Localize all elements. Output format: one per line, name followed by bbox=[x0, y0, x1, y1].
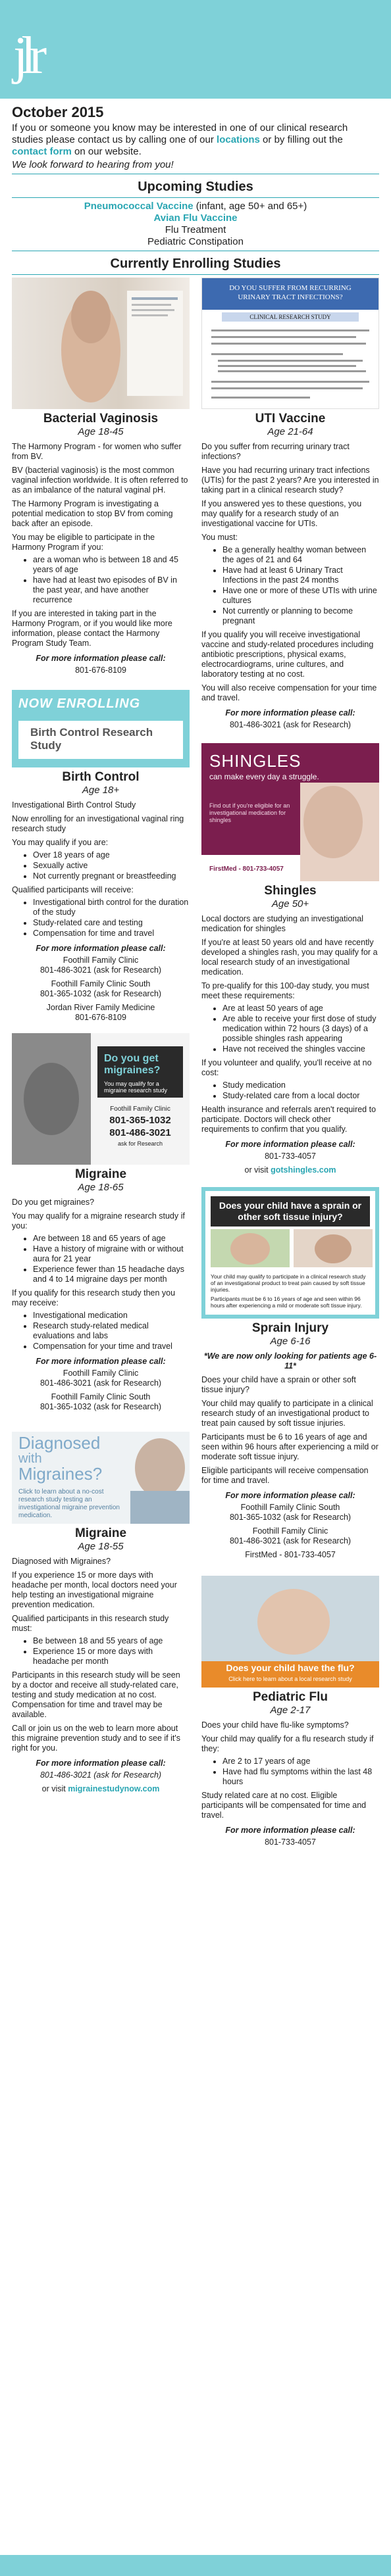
list-item: • Are between 18 and 65 years of age bbox=[33, 1234, 190, 1244]
list-item: • Study-related care from a local doctor bbox=[222, 1091, 379, 1101]
flu-body bbox=[201, 1720, 379, 1820]
uti-text: You will also receive compensation for your time and travel. bbox=[201, 683, 377, 702]
shingles-ad-sub: Find out if you're eligible for an investigational medication for shingles bbox=[209, 802, 290, 823]
list-item: • Not currently or planning to become pregnant bbox=[222, 606, 379, 626]
left-column bbox=[12, 278, 190, 1794]
migraine2-web: or visit migrainestudynow.com bbox=[41, 1784, 160, 1793]
clinic-name: Foothill Family Clinic South bbox=[51, 979, 151, 988]
clinic-phone: 801-676-8109 bbox=[75, 1013, 126, 1022]
list-item: • are a woman who is between 18 and 45 years of age bbox=[33, 555, 190, 575]
uti-title: UTI Vaccine bbox=[255, 412, 326, 425]
shingles-body bbox=[201, 914, 379, 1134]
birth-control-banner[interactable] bbox=[12, 690, 190, 767]
flu-text: Does your child have flu-like symptoms? bbox=[201, 1720, 349, 1730]
birth-control-banner-title: Birth Control Research Study bbox=[18, 721, 183, 759]
divider bbox=[12, 274, 379, 275]
bc-text: You may qualify if you are: bbox=[12, 838, 109, 847]
sprain-text: Eligible participants will receive compensation for time and travel. bbox=[201, 1466, 369, 1485]
uti-text: If you answered yes to these questions, you may qualify for a research study of an investigational vaccine for UTIs. bbox=[201, 499, 362, 528]
upcoming-item: Pneumococcal Vaccine (infant, age 50+ and 65+) bbox=[84, 201, 307, 212]
flu-text: Study related care at no cost. Eligible participants will be compensated for time and travel. bbox=[201, 1791, 367, 1820]
diagnosed-ad-sub: Click to learn about a no-cost research study testing an investigational migraine prevention medication. bbox=[18, 1488, 120, 1519]
sprain-body bbox=[201, 1351, 379, 1486]
gotshingles-link[interactable]: gotshingles.com bbox=[271, 1165, 336, 1175]
list-item: • Not currently pregnant or breastfeeding bbox=[33, 871, 190, 881]
migraine2-text: Qualified participants in this research study must: bbox=[12, 1614, 169, 1633]
shingles-ad-image[interactable] bbox=[201, 743, 379, 881]
upcoming-title: Upcoming Studies bbox=[138, 180, 253, 194]
migrainestudynow-link[interactable]: migrainestudynow.com bbox=[68, 1784, 160, 1793]
upcoming-list bbox=[0, 201, 391, 248]
list-item: • Be between 18 and 55 years of age bbox=[33, 1636, 190, 1646]
flu-title: Pediatric Flu bbox=[252, 1690, 328, 1704]
bc-text: Qualified participants will receive: bbox=[12, 885, 134, 894]
list-item: • have had at least two episodes of BV in the past year, and have another recurrence bbox=[33, 575, 190, 605]
divider bbox=[12, 197, 379, 198]
bc-text: Now enrolling for an investigational vaginal ring research study bbox=[12, 814, 184, 833]
flu-info: For more information please call: bbox=[225, 1826, 355, 1835]
clinic-phone: 801-486-3021 (ask for Research) bbox=[229, 1536, 352, 1545]
migraine2-age: Age 18-55 bbox=[78, 1541, 124, 1552]
pediatric-flu-ad-image[interactable] bbox=[201, 1576, 379, 1688]
shingles-text: If you're at least 50 years old and have recently developed a shingles rash, you may qualify for a local research study of an investigational medication. bbox=[201, 938, 378, 977]
list-item: • Sexually active bbox=[33, 861, 190, 871]
shingles-text: Local doctors are studying an investigational medication for shingles bbox=[201, 914, 363, 933]
migraine2-body bbox=[12, 1557, 190, 1753]
jlr-logo: jlr bbox=[13, 27, 41, 85]
uti-text: Do you suffer from recurring urinary tract infections? bbox=[201, 442, 350, 461]
uti-ad-h1: DO YOU SUFFER FROM RECURRING bbox=[229, 284, 352, 292]
bv-text: The Harmony Program is investigating a potential medication to stop BV from coming back after an episode. bbox=[12, 499, 173, 528]
enrolling-title: Currently Enrolling Studies bbox=[110, 256, 281, 271]
bv-info: For more information please call: bbox=[36, 654, 166, 663]
contact-form-link[interactable]: contact form bbox=[12, 146, 72, 157]
migraine1-body bbox=[12, 1198, 190, 1351]
migraine-ad-ask: ask for Research bbox=[117, 1140, 163, 1147]
footer-bar bbox=[0, 2555, 391, 2576]
bc-body bbox=[12, 800, 190, 938]
sprain-age: Age 6-16 bbox=[270, 1336, 311, 1347]
uti-ad-h3: CLINICAL RESEARCH STUDY bbox=[222, 312, 359, 322]
migraine-ad-question: Do you get migraines? bbox=[104, 1053, 161, 1076]
bc-text: Investigational Birth Control Study bbox=[12, 800, 136, 810]
clinic-name: Foothill Family Clinic South bbox=[240, 1503, 340, 1512]
clinic-phone: 801-486-3021 (ask for Research) bbox=[39, 1770, 162, 1780]
flu-text: Your child may qualify for a flu research study if they: bbox=[201, 1734, 374, 1753]
migraine1-info: For more information please call: bbox=[36, 1357, 166, 1366]
clinic-name: Foothill Family Clinic South bbox=[51, 1392, 151, 1401]
shingles-info: For more information please call: bbox=[225, 1140, 355, 1149]
bc-title: Birth Control bbox=[62, 770, 140, 784]
sprain-contact bbox=[201, 1503, 379, 1560]
list-item: • Compensation for your time and travel bbox=[33, 1342, 190, 1351]
shingles-text: If you volunteer and qualify, you'll receive at no cost: bbox=[201, 1058, 372, 1077]
migraine1-text: Do you get migraines? bbox=[12, 1198, 95, 1207]
sprain-ad-sub2: Participants must be 6 to 16 years of age and seen within 96 hours after experiencing a mild or moderate soft tissue injury. bbox=[211, 1296, 362, 1309]
newsletter-month: October 2015 bbox=[12, 104, 104, 120]
list-item: • Are able to receive your first dose of study medication within 72 hours (3 days) of a possible shingles rash appearing bbox=[222, 1014, 379, 1044]
intro bbox=[0, 99, 391, 171]
clinic-phone: 801-365-1032 (ask for Research) bbox=[229, 1513, 352, 1522]
clinic-phone: FirstMed - 801-733-4057 bbox=[245, 1550, 336, 1559]
shingles-ad-t1: SHINGLES bbox=[209, 751, 301, 771]
bc-age: Age 18+ bbox=[82, 785, 120, 796]
list-item: • Experience 15 or more days with headache per month bbox=[33, 1647, 190, 1666]
migraine-ad-phone: 801-486-3021 bbox=[109, 1127, 171, 1138]
migraine2-title: Migraine bbox=[74, 1526, 127, 1540]
migraine2-info: For more information please call: bbox=[36, 1759, 166, 1768]
clinic-phone: 801-486-3021 (ask for Research) bbox=[39, 965, 162, 975]
list-item: • Have had flu symptoms within the last 48 hours bbox=[222, 1767, 379, 1787]
bv-text: You may be eligible to participate in the Harmony Program if you: bbox=[12, 533, 155, 552]
uti-text: You must: bbox=[201, 533, 238, 542]
flu-ad-question: Does your child have the flu? bbox=[226, 1663, 355, 1673]
clinic-phone: 801-365-1032 (ask for Research) bbox=[39, 1402, 162, 1411]
list-item: • Are at least 50 years of age bbox=[222, 1004, 379, 1013]
shingles-text: To pre-qualify for this 100-day study, you must meet these requirements: bbox=[201, 981, 369, 1000]
flu-age: Age 2-17 bbox=[270, 1705, 311, 1716]
clinic-name: Foothill Family Clinic bbox=[63, 956, 139, 965]
bc-contact bbox=[12, 956, 190, 1023]
sprain-text: Your child may qualify to participate in a clinical research study of an investigational product to treat pain caused by soft tissue injuries. bbox=[201, 1399, 373, 1428]
list-item: • Have one or more of these UTIs with urine cultures bbox=[222, 586, 379, 606]
bacterial-vaginosis-image[interactable] bbox=[12, 278, 190, 409]
uti-body bbox=[201, 442, 379, 703]
shingles-web: or visit gotshingles.com bbox=[244, 1165, 336, 1175]
list-item: • Compensation for time and travel bbox=[33, 929, 190, 938]
shingles-ad-t2: can make every day a struggle. bbox=[209, 772, 319, 781]
list-item: • Investigational medication bbox=[33, 1311, 190, 1321]
sprain-text: Does your child have a sprain or other soft tissue injury? bbox=[201, 1375, 356, 1394]
uti-text: If you qualify you will receive investigational vaccine and study-related procedures including antibiotic prescriptions, physical exams, electrocardiograms, urine cultures, and laboratory testing at no cost. bbox=[201, 630, 374, 679]
bv-age: Age 18-45 bbox=[78, 426, 124, 437]
upcoming-item: Pediatric Constipation bbox=[147, 236, 244, 247]
locations-link[interactable]: locations bbox=[217, 134, 260, 145]
uti-contact: 801-486-3021 (ask for Research) bbox=[229, 720, 352, 729]
migraine2-text: Participants in this research study will be seen by a doctor and receive all study-related care, testing and study medication at no cost. Compensation for time and travel may be available. bbox=[12, 1670, 180, 1719]
now-enrolling-label: NOW ENROLLING bbox=[18, 696, 141, 711]
upcoming-item: Flu Treatment bbox=[165, 224, 226, 235]
migraine2-text: Diagnosed with Migraines? bbox=[12, 1557, 111, 1566]
bv-text: If you are interested in taking part in the Harmony Program, or if you would like more information, please contact the Harmony Program Study Team. bbox=[12, 609, 172, 648]
migraine2-text: Call or join us on the web to learn more about this migraine prevention study and to see if it's right for you. bbox=[12, 1724, 180, 1753]
clinic-phone: 801-365-1032 (ask for Research) bbox=[39, 989, 162, 998]
shingles-text: Health insurance and referrals aren't required to participate. Doctors will check other requirements to confirm that you qualify. bbox=[201, 1105, 377, 1134]
shingles-ad-phone: FirstMed - 801-733-4057 bbox=[209, 865, 284, 873]
list-item: • Have not received the shingles vaccine bbox=[222, 1044, 379, 1054]
diagnosed-ad-l2: with bbox=[18, 1451, 42, 1466]
bv-text: The Harmony Program - for women who suffer from BV. bbox=[12, 442, 182, 461]
migraine1-title: Migraine bbox=[74, 1167, 127, 1181]
intro-text: If you or someone you know may be interested in one of our clinical research studies please contact us by calling one of our locations or by filling out the contact form on our website. bbox=[12, 122, 348, 157]
flu-ad-sub: Click here to learn about a local research study bbox=[228, 1676, 352, 1682]
list-item: • Study-related care and testing bbox=[33, 918, 190, 928]
list-item: • Have had at least 6 Urinary Tract Infections in the past 24 months bbox=[222, 566, 379, 585]
clinic-name: Foothill Family Clinic bbox=[252, 1526, 328, 1536]
upcoming-item: Avian Flu Vaccine bbox=[153, 212, 238, 224]
migraine-ad-sub: You may qualify for a migraine research study bbox=[104, 1081, 168, 1094]
list-item: • Study medication bbox=[222, 1081, 379, 1090]
sprain-info: For more information please call: bbox=[225, 1491, 355, 1500]
migraine1-contact bbox=[12, 1369, 190, 1412]
migraine-ad-clinic: Foothill Family Clinic bbox=[110, 1106, 170, 1113]
shingles-contact bbox=[201, 1152, 379, 1175]
migraine1-age: Age 18-65 bbox=[78, 1182, 124, 1193]
clinic-name: Jordan River Family Medicine bbox=[46, 1003, 155, 1012]
migraine-ad-image[interactable] bbox=[12, 1033, 190, 1165]
sprain-ad-sub: Your child may qualify to participate in a clinical research study of an investigational product to treat pain caused by soft tissue injuries. bbox=[211, 1273, 366, 1293]
clinic-phone: 801-733-4057 bbox=[265, 1152, 316, 1161]
list-item: • Are 2 to 17 years of age bbox=[222, 1757, 379, 1766]
bv-title: Bacterial Vaginosis bbox=[43, 412, 159, 425]
migraine2-contact bbox=[12, 1770, 190, 1794]
migraine2-text: If you experience 15 or more days with headache per month, local doctors need your help testing an investigational migraine prevention medication. bbox=[12, 1570, 177, 1609]
bc-info: For more information please call: bbox=[36, 944, 166, 953]
uti-text: Have you had recurring urinary tract infections (UTIs) for the past 2 years? Are you interested in taking part in a clinical research study? bbox=[201, 466, 379, 495]
shingles-title: Shingles bbox=[264, 884, 317, 898]
list-item: • Research study-related medical evaluations and labs bbox=[33, 1321, 190, 1341]
bv-text: BV (bacterial vaginosis) is the most common vaginal infection worldwide. It is often referred to as an imbalance of the natural vaginal pH. bbox=[12, 466, 188, 495]
flu-contact: 801-733-4057 bbox=[265, 1837, 316, 1847]
list-item: • Be a generally healthy woman between the ages of 21 and 64 bbox=[222, 545, 379, 565]
header-banner bbox=[0, 0, 391, 99]
diagnosed-migraines-ad[interactable] bbox=[12, 1432, 190, 1524]
sprain-title: Sprain Injury bbox=[251, 1321, 329, 1335]
sprain-note: *We are now only looking for patients age 6-11* bbox=[203, 1351, 377, 1371]
diagnosed-ad-l1: Diagnosed bbox=[18, 1433, 101, 1453]
shingles-age: Age 50+ bbox=[271, 898, 309, 910]
list-item: • Experience fewer than 15 headache days and 4 to 14 migraine days per month bbox=[33, 1265, 190, 1284]
sprain-ad-question: Does your child have a sprain or other soft tissue injury? bbox=[211, 1196, 370, 1227]
sprain-ad-image[interactable] bbox=[201, 1187, 379, 1319]
intro-closing: We look forward to hearing from you! bbox=[12, 159, 174, 170]
uti-ad-h2: URINARY TRACT INFECTIONS? bbox=[238, 293, 343, 301]
clinic-phone: 801-486-3021 (ask for Research) bbox=[39, 1378, 162, 1388]
clinic-name: Foothill Family Clinic bbox=[63, 1369, 139, 1378]
uti-ad-image[interactable] bbox=[201, 278, 379, 409]
uti-age: Age 21-64 bbox=[267, 426, 313, 437]
diagnosed-ad-l3: Migraines? bbox=[18, 1464, 103, 1484]
migraine1-text: You may qualify for a migraine research study if you: bbox=[12, 1211, 185, 1230]
migraine1-text: If you qualify for this research study then you may receive: bbox=[12, 1288, 176, 1307]
uti-info: For more information please call: bbox=[225, 708, 355, 717]
bv-phone: 801-676-8109 bbox=[75, 666, 126, 675]
bv-body bbox=[12, 442, 190, 648]
right-column bbox=[201, 278, 379, 1847]
list-item: • Investigational birth control for the duration of the study bbox=[33, 898, 190, 917]
migraine-ad-phone: 801-365-1032 bbox=[109, 1115, 171, 1126]
list-item: • Have a history of migraine with or without aura for 21 year bbox=[33, 1244, 190, 1264]
sprain-text: Participants must be 6 to 16 years of age and seen within 96 hours after experiencing a mild or moderate soft tissue injury. bbox=[201, 1432, 378, 1461]
list-item: • Over 18 years of age bbox=[33, 850, 190, 860]
